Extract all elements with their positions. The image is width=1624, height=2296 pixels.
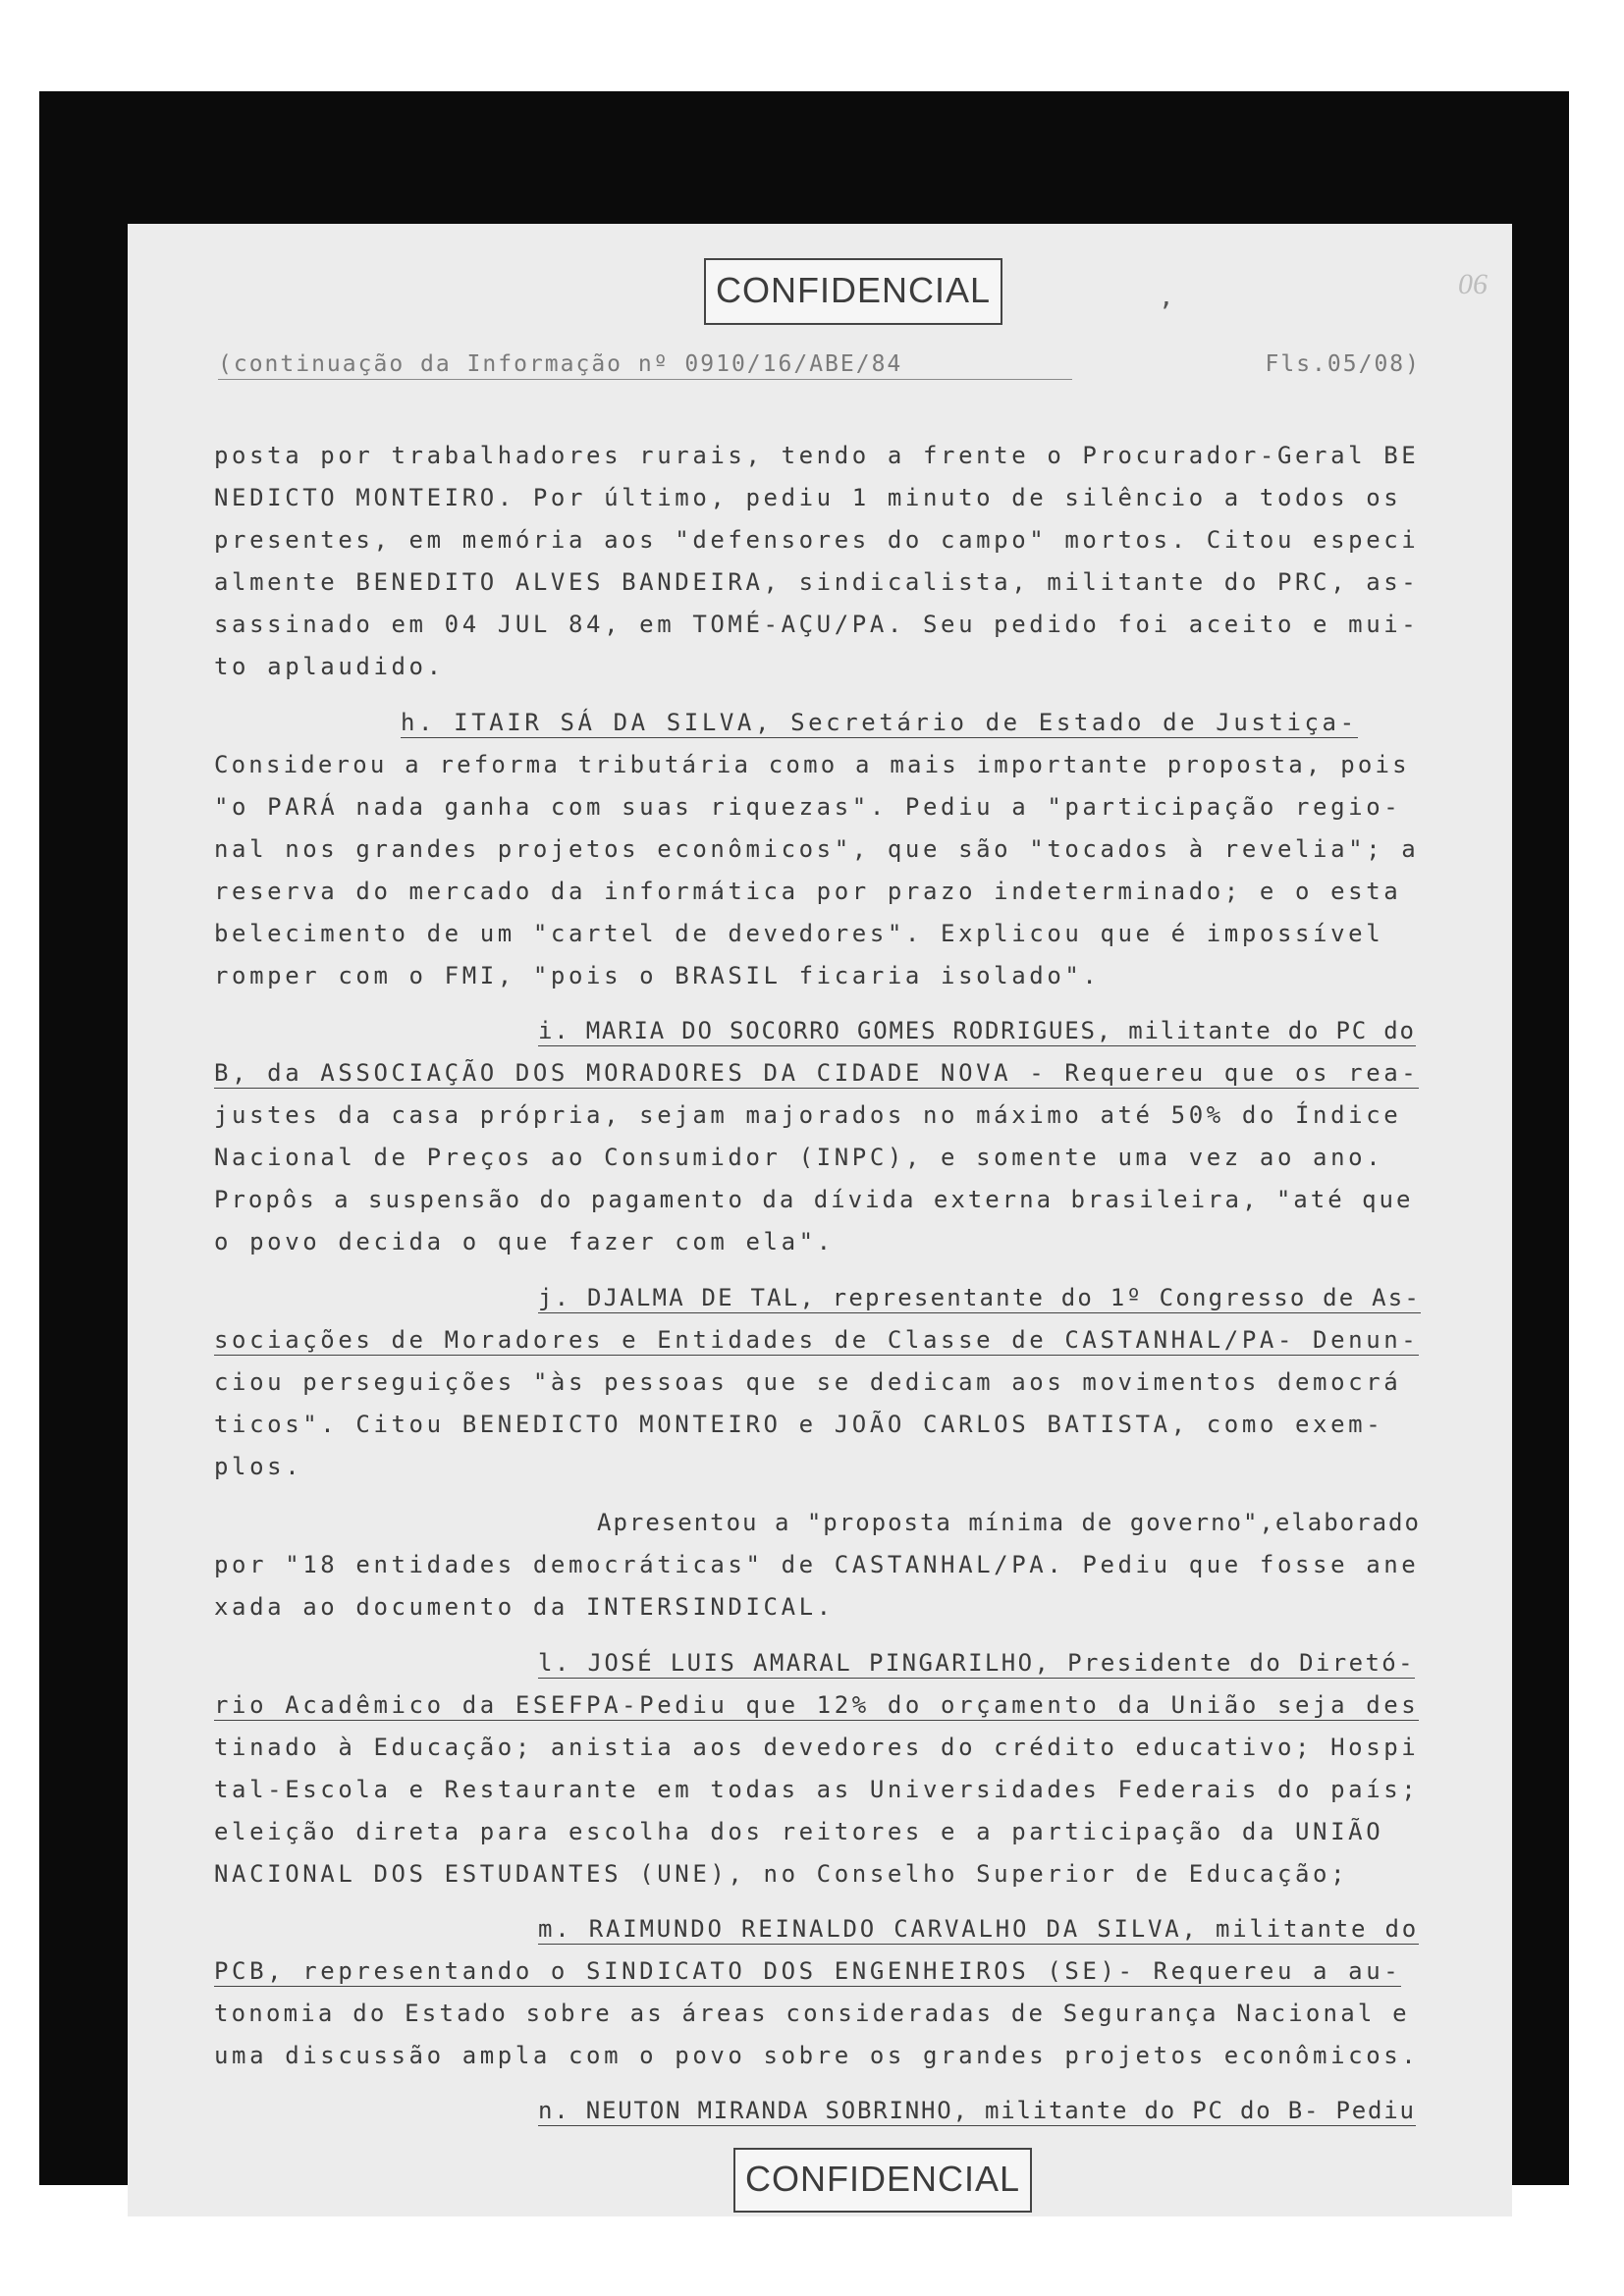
- item-l-academic: rio Acadêmico da ESEFPA-Pediu que 12% do orçamento da União seja des: [214, 1691, 1420, 1719]
- text-line: tal-Escola e Restaurante em todas as Universidades Federais do país;: [214, 1776, 1420, 1803]
- text-line: por "18 entidades democráticas" de CASTANHAL/PA. Pediu que fosse ane: [214, 1551, 1420, 1578]
- text-line: [214, 1691, 1422, 1719]
- item-l-text: l. JOSÉ LUIS AMARAL PINGARILHO, Presidente do Diretó-: [538, 1649, 1416, 1677]
- item-h-heading: [401, 709, 1422, 736]
- page-mark: 06: [1458, 268, 1488, 300]
- item-i-text: i. MARIA DO SOCORRO GOMES RODRIGUES, militante do PC do: [538, 1017, 1416, 1044]
- item-m-union: PCB, representando o SINDICATO DOS ENGENHEIROS (SE)- Requereu a au-: [214, 1957, 1402, 1985]
- header-sheet-number: Fls.05/08): [1265, 351, 1421, 377]
- text-line: [214, 1059, 1422, 1087]
- item-i-association: B, da ASSOCIAÇÃO DOS MORADORES DA CIDADE NOVA - Requereu que os rea-: [214, 1059, 1420, 1087]
- text-line: Nacional de Preços ao Consumidor (INPC), e somente uma vez ao ano.: [214, 1144, 1384, 1171]
- text-line: [214, 1326, 1422, 1354]
- item-i-heading: [538, 1017, 1422, 1044]
- text-line: NACIONAL DOS ESTUDANTES (UNE), no Conselho Superior de Educação;: [214, 1860, 1349, 1888]
- text-line: tonomia do Estado sobre as áreas consideradas de Segurança Nacional e: [214, 2000, 1410, 2027]
- text-line: ticos". Citou BENEDICTO MONTEIRO e JOÃO CARLOS BATISTA, como exem-: [214, 1411, 1384, 1438]
- header-reference: (continuação da Informação nº 0910/16/ABE/84: [218, 351, 903, 377]
- text-line: ciou perseguições "às pessoas que se dedicam aos movimentos democrá: [214, 1368, 1402, 1396]
- text-line: to aplaudido.: [214, 653, 445, 680]
- text-line: nal nos grandes projetos econômicos", que são "tocados à revelia"; a: [214, 835, 1420, 863]
- text-line: reserva do mercado da informática por prazo indeterminado; e o esta: [214, 878, 1402, 905]
- text-line: almente BENEDITO ALVES BANDEIRA, sindicalista, militante do PRC, as-: [214, 568, 1420, 596]
- item-m-heading: [538, 1915, 1422, 1943]
- header-underline: [218, 379, 1072, 380]
- text-line: o povo decida o que fazer com ela".: [214, 1228, 835, 1255]
- text-line: Propôs a suspensão do pagamento da dívida externa brasileira, "até que: [214, 1186, 1414, 1213]
- text-line: belecimento de um "cartel de devedores". Explicou que é impossível: [214, 920, 1384, 947]
- text-line: [214, 1957, 1422, 1985]
- pen-mark: ,: [1159, 283, 1174, 312]
- item-n-text: n. NEUTON MIRANDA SOBRINHO, militante do PC do B- Pediu: [538, 2097, 1416, 2124]
- confidential-stamp-top: CONFIDENCIAL: [704, 258, 1002, 325]
- text-line: NEDICTO MONTEIRO. Por último, pediu 1 minuto de silêncio a todos os: [214, 484, 1402, 511]
- item-m-text: m. RAIMUNDO REINALDO CARVALHO DA SILVA, militante do: [538, 1915, 1419, 1943]
- text-line: romper com o FMI, "pois o BRASIL ficaria isolado".: [214, 962, 1101, 989]
- text-line: "o PARÁ nada ganha com suas riquezas". Pediu a "participação regio-: [214, 793, 1402, 821]
- scan-frame: [39, 91, 1569, 2199]
- text-line: Considerou a reforma tributária como a mais importante proposta, pois: [214, 751, 1410, 778]
- item-n-heading: [538, 2097, 1422, 2124]
- confidential-stamp-bottom: CONFIDENCIAL: [733, 2148, 1032, 2213]
- text-line: xada ao documento da INTERSINDICAL.: [214, 1593, 835, 1621]
- text-line: uma discussão ampla com o povo sobre os grandes projetos econômicos.: [214, 2042, 1420, 2069]
- text-line: Apresentou a "proposta mínima de governo",elaborado: [597, 1509, 1421, 1536]
- item-j-text: j. DJALMA DE TAL, representante do 1º Congresso de As-: [538, 1284, 1422, 1311]
- text-line: presentes, em memória aos "defensores do campo" mortos. Citou especi: [214, 526, 1420, 554]
- item-j-heading: [538, 1284, 1422, 1311]
- text-line: eleição direta para escolha dos reitores e a participação da UNIÃO: [214, 1818, 1384, 1845]
- text-line: sassinado em 04 JUL 84, em TOMÉ-AÇU/PA. Seu pedido foi aceito e mui-: [214, 611, 1420, 638]
- text-line: tinado à Educação; anistia aos devedores do crédito educativo; Hospi: [214, 1734, 1420, 1761]
- item-l-heading: [538, 1649, 1422, 1677]
- item-h-text: h. ITAIR SÁ DA SILVA, Secretário de Estado de Justiça-: [401, 709, 1358, 736]
- item-j-congress: sociações de Moradores e Entidades de Classe de CASTANHAL/PA- Denun-: [214, 1326, 1420, 1354]
- text-line: justes da casa própria, sejam majorados no máximo até 50% do Índice: [214, 1101, 1402, 1129]
- text-line: plos.: [214, 1453, 303, 1480]
- document-page: [128, 224, 1512, 2216]
- text-line: posta por trabalhadores rurais, tendo a frente o Procurador-Geral BE: [214, 442, 1420, 469]
